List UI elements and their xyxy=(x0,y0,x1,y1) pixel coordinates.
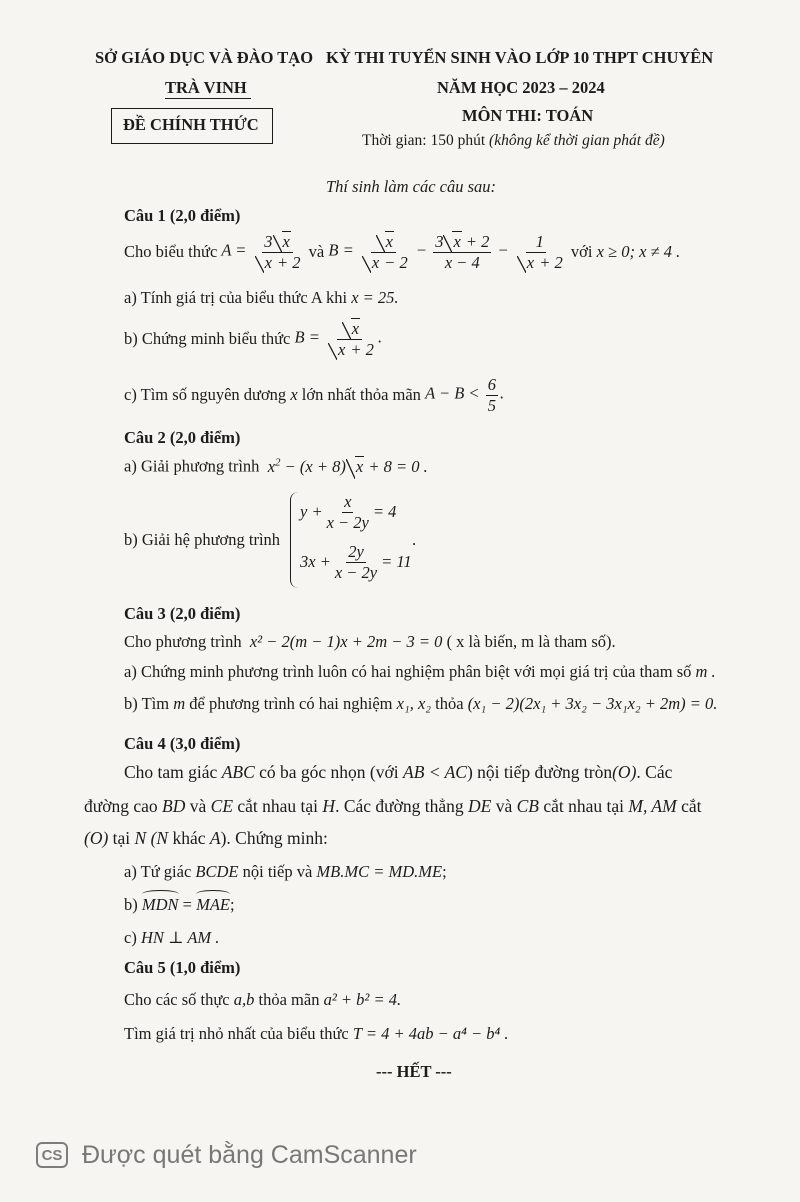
q4-title: Câu 4 (3,0 điểm) xyxy=(124,734,241,753)
q4-p1-a: Cho tam giác xyxy=(124,762,218,782)
q4-p2-de: DE xyxy=(468,796,492,816)
q1-b xyxy=(124,316,382,362)
q4-p3-b: khác xyxy=(172,828,206,848)
q4-p1-c: ) nội tiếp đường tròn xyxy=(466,762,613,782)
q1-c xyxy=(124,372,504,418)
q4-b xyxy=(124,895,235,915)
q1-and: và xyxy=(308,242,325,261)
q4-b-end: ; xyxy=(230,895,235,914)
time-note: (không kể thời gian phát đề) xyxy=(489,132,665,149)
q3-b-prefix: b) Tìm xyxy=(124,694,170,713)
q3-note: ( x là biến, m là tham số). xyxy=(446,632,616,651)
q4-p2-f: cắt nhau tại xyxy=(543,796,625,816)
q3-b-roots: x₁, x₂ xyxy=(396,694,432,713)
q3-a-var: m . xyxy=(695,662,716,681)
q4-para-line-3 xyxy=(84,828,328,849)
q1-cond: x ≥ 0; x ≠ 4 . xyxy=(596,242,681,261)
q4-c xyxy=(124,928,219,948)
q4-p3-a: tại xyxy=(112,828,131,848)
q1-b-expr: B = $\frac{x}{x + 2}$ . xyxy=(294,319,383,359)
q2-b-text: b) Giải hệ phương trình xyxy=(124,530,281,549)
department-line-1: SỞ GIÁO DỤC VÀ ĐÀO TẠO xyxy=(95,48,314,67)
system-eq-2: 3x + $\frac{2y}{x - 2y}$ = 11 xyxy=(300,542,412,582)
exam-title: KỲ THI TUYỂN SINH VÀO LỚP 10 THPT CHUYÊN xyxy=(326,48,714,67)
q4-b-angle-left: MDN xyxy=(141,895,179,914)
q4-p2-h: H xyxy=(322,796,336,816)
q4-p2-cb: CB xyxy=(516,796,539,816)
q5-task: Tìm giá trị nhỏ nhất của biểu thức xyxy=(124,1024,349,1043)
q2-a-eq: $x^2 - (x + 8) x + 8 = 0$ . xyxy=(267,456,428,476)
q4-a xyxy=(124,862,447,882)
system-eq-1: y + $\frac{x}{x - 2y}$ = 4 xyxy=(300,492,397,532)
q5-expr: T = 4 + 4ab − a⁴ − b⁴ . xyxy=(352,1024,509,1043)
q4-p2-a: đường cao xyxy=(84,796,158,816)
q5-cond: a² + b² = 4. xyxy=(323,990,402,1009)
q1-a-text: a) Tính giá trị của biểu thức A khi xyxy=(124,288,348,307)
q4-a-quad: BCDE xyxy=(195,862,239,881)
official-label: ĐỀ CHÍNH THỨC xyxy=(123,115,259,134)
q4-p3-n: N (N xyxy=(134,828,169,848)
q4-b-equals: = xyxy=(182,895,192,914)
q4-p1-o: (O) xyxy=(612,762,637,782)
exam-time xyxy=(362,132,665,150)
department-line-2: TRÀ VINH xyxy=(165,78,247,97)
camscanner-logo-icon: CS xyxy=(36,1142,68,1168)
q2-title: Câu 2 (2,0 điểm) xyxy=(124,428,241,447)
q3-b-mid: để phương trình có hai nghiệm xyxy=(189,694,393,713)
q3-intro-line xyxy=(124,632,616,652)
camscanner-watermark-text: Được quét bằng CamScanner xyxy=(82,1141,417,1169)
q1-c-ineq: A − B < $\frac{6}{5}$ . xyxy=(425,375,505,415)
q1-expr-a: A = $\frac{3 x}{x + 2}$ xyxy=(221,232,301,272)
q4-para-line-2 xyxy=(84,796,701,817)
q4-p2-c: cắt nhau tại xyxy=(237,796,319,816)
q4-p1-abc: ABC xyxy=(221,762,255,782)
q4-a-end: ; xyxy=(442,862,447,881)
q1-intro: Cho biểu thức xyxy=(124,242,218,261)
q4-p2-d: . Các đường thẳng xyxy=(335,796,464,816)
q3-a xyxy=(124,662,716,682)
instruction: Thí sinh làm các câu sau: xyxy=(326,177,497,196)
q4-b-angle-right: MAE xyxy=(196,895,231,914)
q4-c-prefix: c) xyxy=(124,928,137,947)
q4-p2-bd: BD xyxy=(162,796,186,816)
q1-cond-prefix: với xyxy=(570,242,593,261)
q4-p1-d: . Các xyxy=(636,762,673,782)
q1-a xyxy=(124,288,399,308)
system-brace xyxy=(290,492,299,588)
q1-c-rest: lớn nhất thỏa mãn xyxy=(301,385,421,404)
q1-b-text: b) Chứng minh biểu thức xyxy=(124,329,291,348)
q4-a-eq: MB.MC = MD.ME xyxy=(316,862,443,881)
q4-b-prefix: b) xyxy=(124,895,138,914)
q1-c-var: x xyxy=(290,385,298,404)
q3-a-text: a) Chứng minh phương trình luôn có hai nghiệm phân biệt với mọi giá trị của tham số xyxy=(124,662,692,681)
end-mark: --- HẾT --- xyxy=(376,1062,452,1081)
system-period: . xyxy=(412,530,417,549)
q3-title: Câu 3 (2,0 điểm) xyxy=(124,604,241,623)
q5-mid: thỏa mãn xyxy=(258,990,320,1009)
q1-title: Câu 1 (2,0 điểm) xyxy=(124,206,241,225)
q4-p2-e: và xyxy=(495,796,513,816)
q5-intro-line xyxy=(124,990,401,1010)
q2-a-text: a) Giải phương trình xyxy=(124,456,260,476)
q3-eq: x² − 2(m − 1)x + 2m − 3 = 0 xyxy=(249,632,443,651)
q4-p3-aa: A xyxy=(209,828,221,848)
q5-task-line xyxy=(124,1024,509,1044)
q1-a-math: x = 25. xyxy=(351,288,399,307)
subject: MÔN THI: TOÁN xyxy=(462,106,594,125)
q4-p2-g: cắt xyxy=(681,796,702,816)
q4-c-math: HN ⊥ AM . xyxy=(140,928,220,947)
q4-p3-c: ). Chứng minh: xyxy=(220,828,328,848)
q5-title: Câu 5 (1,0 điểm) xyxy=(124,958,241,977)
q4-a-prefix: a) Tứ giác xyxy=(124,862,192,881)
q3-b xyxy=(124,694,717,714)
q3-b-cond-label: thỏa xyxy=(435,694,464,713)
q4-para-line-1 xyxy=(124,762,672,783)
q4-p2-ce: CE xyxy=(210,796,234,816)
q5-intro: Cho các số thực xyxy=(124,990,230,1009)
q3-intro: Cho phương trình xyxy=(124,632,242,651)
q3-b-var: m xyxy=(173,694,186,713)
q4-p2-b: và xyxy=(189,796,207,816)
q4-p3-o: (O) xyxy=(84,828,109,848)
q4-a-mid: nội tiếp và xyxy=(242,862,313,881)
q1-c-text: c) Tìm số nguyên dương xyxy=(124,385,287,404)
q4-p1-ineq: AB < AC xyxy=(403,762,467,782)
q2-a xyxy=(124,456,428,477)
q4-p1-b: có ba góc nhọn (với xyxy=(259,762,399,782)
q1-intro-line xyxy=(124,230,680,274)
time-label: Thời gian: 150 phút xyxy=(362,132,486,149)
q3-b-cond: (x₁ − 2)(2x₁ + 3x₂ − 3x₁x₂ + 2m) = 0. xyxy=(467,694,718,713)
school-year: NĂM HỌC 2023 – 2024 xyxy=(437,78,605,97)
q5-vars: a,b xyxy=(233,990,255,1009)
q1-expr-b: B = $\frac{x}{x - 2}$ − $\frac{3 x + 2}{x - 4}$ − $\frac{1}{x + 2}$ xyxy=(328,232,563,272)
header-underline xyxy=(165,98,251,99)
q4-p2-m: M, AM xyxy=(628,796,677,816)
